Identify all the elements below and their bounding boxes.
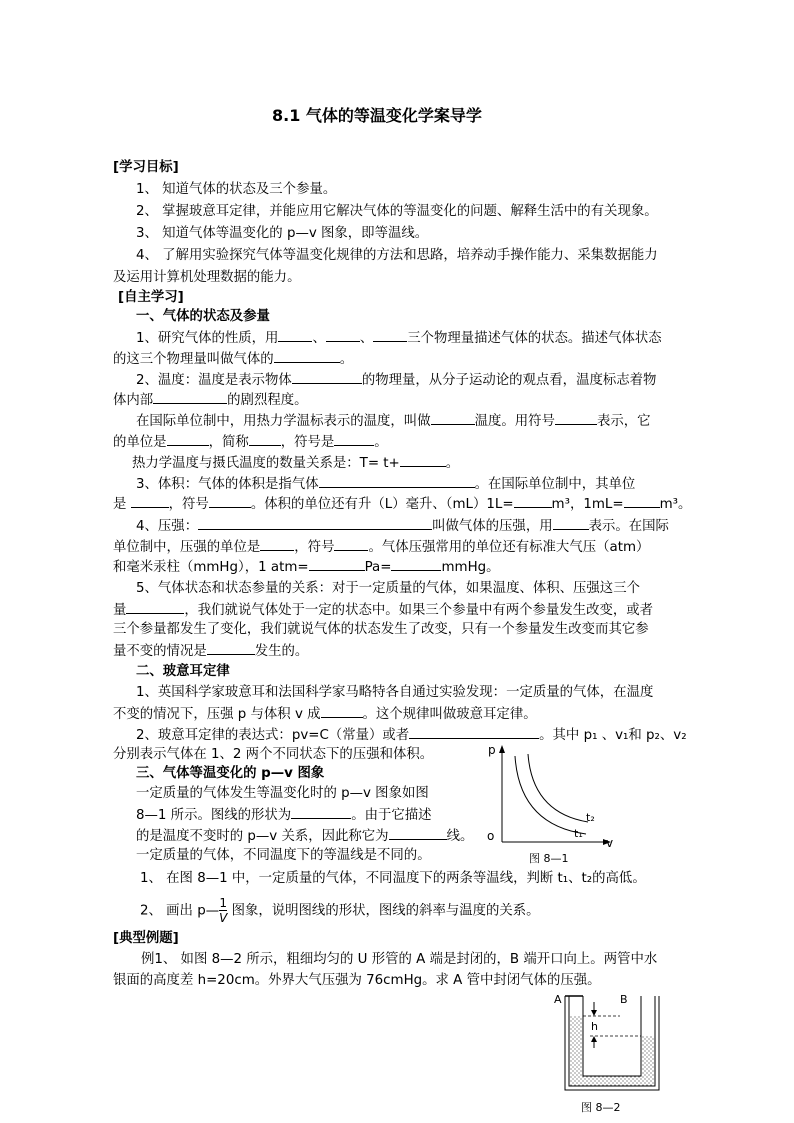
- question-2-line5: 热力学温度与摄氏温度的数量关系是：T= t+ 。: [132, 453, 459, 474]
- question-1-line1: 1、研究气体的性质，用 、 、 三个物理量描述气体的状态。描述气体状态: [136, 328, 662, 349]
- part3-heading: 三、气体等温变化的 p—v 图象: [136, 766, 325, 781]
- boyle-state-line: 分别表示气体在 1、2 两个不同状态下的压强和体积。: [113, 747, 434, 762]
- isotherm-line2: 8—1 所示。图线的形状为 。由于它描述: [136, 805, 432, 826]
- page-title: 8.1 气体的等温变化学案导学: [272, 106, 482, 125]
- height-label-h: h: [591, 1020, 598, 1033]
- curve-label-t1: t₁: [574, 827, 583, 840]
- p-axis-label: p: [488, 743, 496, 757]
- fraction-1-over-v: $\frac{1}{V}$: [219, 896, 228, 925]
- boyle-line1: 1、英国科学家玻意耳和法国科学家马略特各自通过实验发现：一定质量的气体，在温度: [136, 685, 654, 700]
- goal-item: 3、 知道气体等温变化的 p—v 图象，即等温线。: [136, 226, 429, 241]
- mercury-left: [569, 1016, 583, 1086]
- question-4-line1: 4、压强： 叫做气体的压强，用 表示。在国际: [136, 516, 669, 537]
- question-5-line2: 量 ，我们就说气体处于一定的状态中。如果三个参量中有两个参量发生改变，或者: [113, 600, 653, 621]
- figure-8-1-isotherm-graph: [482, 742, 622, 868]
- p-axis-arrow-icon: [499, 745, 505, 753]
- part1-heading: 一、气体的状态及参量: [136, 309, 270, 324]
- up-arrow-icon: [591, 1036, 597, 1042]
- example-1-line2: 银面的高度差 h=20cm。外界大气压强为 76cmHg。求 A 管中封闭气体的压强。: [113, 973, 601, 988]
- section-heading-self-study: [自主学习]: [118, 290, 184, 305]
- task-1: 1、 在图 8—1 中，一定质量的气体，不同温度下的两条等温线，判断 t₁、t₂的高低。: [140, 871, 646, 886]
- mercury-right: [641, 1036, 655, 1086]
- figure-8-1-caption: 图 8—1: [529, 852, 569, 865]
- isotherm-line4: 一定质量的气体，不同温度下的等温线是不同的。: [136, 848, 431, 863]
- question-5-line4: 量不变的情况是 发生的。: [113, 641, 308, 662]
- question-2-line4: 的单位是 ，简称 ，符号是 。: [113, 432, 388, 453]
- part2-heading: 二、玻意耳定律: [136, 664, 230, 679]
- v-axis-label: v: [606, 836, 614, 850]
- down-arrow-icon: [591, 1010, 597, 1016]
- question-2-line2: 体内部 的剧烈程度。: [113, 390, 308, 411]
- goal-item: 4、 了解用实验探究气体等温变化规律的方法和思路，培养动手操作能力、采集数据能力: [136, 248, 658, 263]
- question-4-line3: 和毫米汞柱（mmHg），1 atm= Pa= mmHg。: [113, 557, 500, 578]
- question-4-line2: 单位制中，压强的单位是 ，符号 。气体压强常用的单位还有标准大气压（atm）: [113, 537, 649, 558]
- question-2-line3: 在国际单位制中，用热力学温标表示的温度，叫做 温度。用符号 表示，它: [136, 411, 651, 432]
- isotherm-line1: 一定质量的气体发生等温变化时的 p—v 图象如图: [136, 786, 429, 801]
- example-1-line1: 例1、 如图 8—2 所示，粗细均匀的 U 形管的 A 端是封闭的，B 端开口向上。两管中水: [141, 952, 658, 967]
- goal-item: 2、 掌握玻意耳定律，并能应用它解决气体的等温变化的问题、解释生活中的有关现象。: [136, 204, 658, 219]
- question-5-line1: 5、气体状态和状态参量的关系：对于一定质量的气体，如果温度、体积、压强这三个: [136, 581, 640, 596]
- question-3-line2: 是 ，符号 。体积的单位还有升（L）毫升、（mL）1L= m³，1mL= m³。: [113, 494, 691, 515]
- question-2-line1: 2、温度：温度是表示物体 的物理量，从分子运动论的观点看，温度标志着物: [136, 370, 656, 391]
- boyle-line2: 不变的情况下，压强 p 与体积 v 成 。这个规律叫做玻意耳定律。: [113, 704, 537, 725]
- question-5-line3: 三个参量都发生了变化，我们就说气体的状态发生了改变，只有一个参量发生改变而其它参: [113, 622, 649, 637]
- figure-8-2-u-tube: [548, 990, 660, 1116]
- tube-label-a: A: [554, 993, 562, 1006]
- tube-label-b: B: [620, 993, 628, 1006]
- section-heading-goals: [学习目标]: [113, 160, 179, 175]
- figure-8-2-caption: 图 8—2: [581, 1101, 621, 1114]
- curve-label-t2: t₂: [586, 811, 595, 824]
- goal-item: 1、 知道气体的状态及三个参量。: [136, 182, 337, 197]
- question-3-line1: 3、体积：气体的体积是指气体 。在国际单位制中，其单位: [136, 474, 635, 495]
- boyle-formula-line: 2、玻意耳定律的表达式：pv=C（常量）或者 。其中 p₁ 、v₁和 p₂、v₂: [136, 725, 687, 746]
- goal-item: 及运用计算机处理数据的能力。: [113, 270, 301, 285]
- question-1-line2: 的这三个物理量叫做气体的 。: [113, 349, 353, 370]
- origin-label: o: [487, 829, 495, 843]
- isotherm-t1-curve: [515, 756, 586, 834]
- isotherm-line3: 的是温度不变时的 p—v 关系，因此称它为 线。: [136, 826, 473, 847]
- task-2: 2、 画出 p— $\frac{1}{V}$ 图象，说明图线的形状，图线的斜率与温度的关系。: [140, 896, 540, 925]
- section-heading-examples: [典型例题]: [113, 931, 179, 946]
